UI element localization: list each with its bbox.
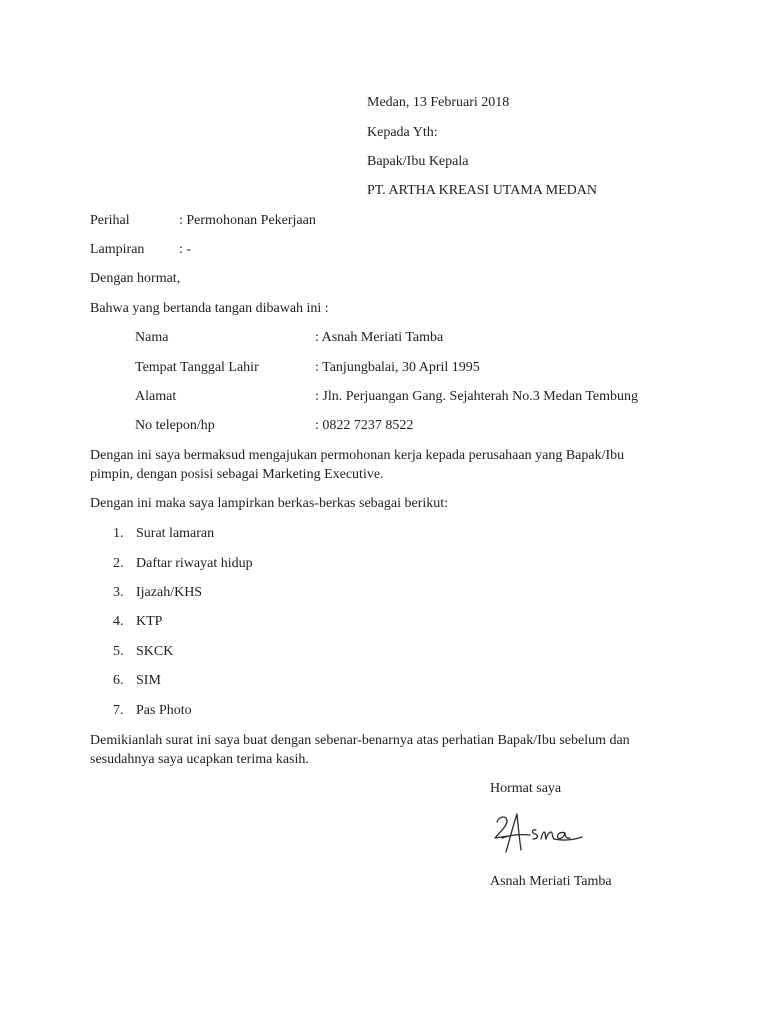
signer-name: Asnah Meriati Tamba — [490, 874, 612, 889]
list-item: SIM — [136, 673, 161, 688]
detail-value-birth: : Tanjungbalai, 30 April 1995 — [315, 360, 480, 375]
subject-value: : Permohonan Pekerjaan — [179, 213, 316, 228]
list-item: KTP — [136, 614, 163, 629]
list-item: Daftar riwayat hidup — [136, 556, 253, 571]
handwritten-signature — [490, 808, 590, 858]
list-item: Surat lamaran — [136, 526, 215, 541]
list-item-number: 7. — [113, 703, 124, 718]
purpose-line-1: Dengan ini saya bermaksud mengajukan permohonan kerja kepada perusahaan yang Bapak/Ibu — [90, 448, 625, 463]
detail-label-phone: No telepon/hp — [135, 418, 215, 433]
attachments-intro: Dengan ini maka saya lampirkan berkas-berkas sebagai berikut: — [90, 496, 449, 511]
subject-label: Perihal — [90, 213, 130, 228]
place-date: Medan, 13 Februari 2018 — [367, 95, 510, 110]
to-line: Kepada Yth: — [367, 125, 438, 140]
list-item: Ijazah/KHS — [136, 585, 203, 600]
detail-value-name: : Asnah Meriati Tamba — [315, 330, 444, 345]
detail-value-phone: : 0822 7237 8522 — [315, 418, 414, 433]
list-item-number: 1. — [113, 526, 124, 541]
greeting: Dengan hormat, — [90, 271, 181, 286]
purpose-line-2: pimpin, dengan posisi sebagai Marketing Executive. — [90, 467, 384, 482]
detail-label-address: Alamat — [135, 389, 177, 404]
intro-line: Bahwa yang bertanda tangan dibawah ini : — [90, 301, 329, 316]
closing-line-2: sesudahnya saya ucapkan terima kasih. — [90, 752, 309, 767]
list-item: SKCK — [136, 644, 174, 659]
detail-label-birth: Tempat Tanggal Lahir — [135, 360, 259, 375]
attachment-label: Lampiran — [90, 242, 145, 257]
closing-line-1: Demikianlah surat ini saya buat dengan sebenar-benarnya atas perhatian Bapak/Ibu sebelum dan — [90, 733, 630, 748]
detail-value-address: : Jln. Perjuangan Gang. Sejahterah No.3 Medan Tembung — [315, 389, 639, 404]
list-item-number: 2. — [113, 556, 124, 571]
list-item: Pas Photo — [136, 703, 192, 718]
recipient: Bapak/Ibu Kepala — [367, 154, 469, 169]
list-item-number: 5. — [113, 644, 124, 659]
attachment-value: : - — [179, 242, 192, 257]
detail-label-name: Nama — [135, 330, 169, 345]
salutation: Hormat saya — [490, 781, 562, 796]
list-item-number: 3. — [113, 585, 124, 600]
list-item-number: 6. — [113, 673, 124, 688]
list-item-number: 4. — [113, 614, 124, 629]
company-name: PT. ARTHA KREASI UTAMA MEDAN — [367, 183, 597, 198]
